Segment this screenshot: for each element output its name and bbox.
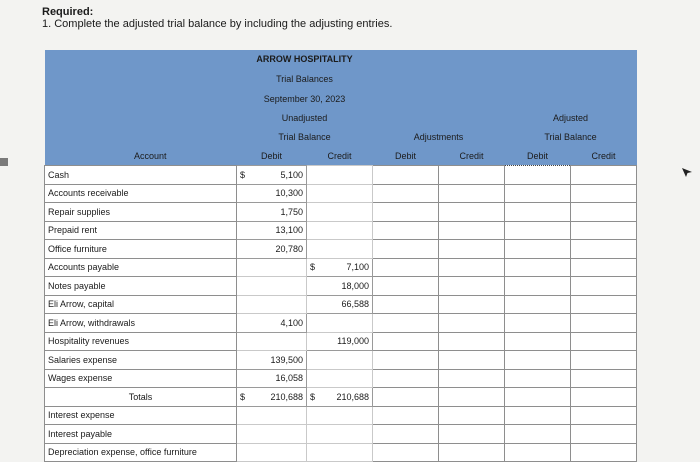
adjusted-credit-input[interactable] xyxy=(571,332,637,351)
adjusted-credit-input[interactable] xyxy=(571,314,637,333)
adjustments-debit-input[interactable] xyxy=(373,332,439,351)
amount-value: 20,780 xyxy=(275,243,303,254)
unadjusted-debit-cell xyxy=(237,314,307,333)
adjusted-credit-input[interactable] xyxy=(571,221,637,240)
adjustments-label: Adjustments xyxy=(413,132,464,142)
unadjusted-debit-cell xyxy=(237,351,307,370)
table-row xyxy=(45,406,637,425)
adjusted-credit-input[interactable] xyxy=(571,184,637,203)
table-row xyxy=(45,166,637,185)
unadjusted-credit-cell xyxy=(307,221,373,240)
adjusted-debit-input[interactable] xyxy=(505,240,571,259)
adjustments-credit-input[interactable] xyxy=(439,166,505,185)
amount-value: 210,688 xyxy=(270,391,303,402)
amount-value: 210,688 xyxy=(336,391,369,402)
unadjusted-credit-cell xyxy=(307,314,373,333)
adjusted-credit-input[interactable] xyxy=(571,240,637,259)
amount-value: 16,058 xyxy=(275,373,303,384)
unadjusted-debit-cell xyxy=(237,240,307,259)
unadjusted-debit-header: Debit xyxy=(260,151,282,161)
amount-value: 7,100 xyxy=(346,262,369,273)
adjustments-debit-input[interactable] xyxy=(373,369,439,388)
adjustments-credit-input[interactable] xyxy=(439,369,505,388)
adjustments-debit-input[interactable] xyxy=(373,184,439,203)
adjustments-credit-input[interactable] xyxy=(439,203,505,222)
amount-value: 1,750 xyxy=(280,206,303,217)
report-date: September 30, 2023 xyxy=(263,93,346,104)
adjusted-debit-input[interactable] xyxy=(505,203,571,222)
table-row xyxy=(45,221,637,240)
unadjusted-credit-cell xyxy=(307,332,373,351)
unadjusted-debit-cell xyxy=(237,295,307,314)
adjusted-debit-input[interactable] xyxy=(505,221,571,240)
amount-value: 66,588 xyxy=(341,299,369,310)
account-name: Depreciation expense, office furniture xyxy=(45,443,237,462)
currency-symbol: $ xyxy=(310,262,316,273)
unadjusted-debit-cell xyxy=(237,406,307,425)
adjustments-credit-input[interactable] xyxy=(439,332,505,351)
unadjusted-debit-cell xyxy=(237,221,307,240)
table-row xyxy=(45,351,637,370)
adjustments-credit-input[interactable] xyxy=(439,184,505,203)
table-row xyxy=(45,332,637,351)
adjusted-credit-input[interactable] xyxy=(571,406,637,425)
totals-label: Totals xyxy=(45,388,237,407)
adjusted-debit-input[interactable] xyxy=(505,443,571,462)
adjusted-debit-input[interactable] xyxy=(505,388,571,407)
unadjusted-debit-cell xyxy=(237,388,307,407)
adjustments-debit-input[interactable] xyxy=(373,166,439,185)
adjustments-debit-input[interactable] xyxy=(373,240,439,259)
adjusted-debit-input[interactable] xyxy=(505,406,571,425)
unadjusted-debit-cell xyxy=(237,425,307,444)
account-name: Interest payable xyxy=(45,425,237,444)
adjustments-credit-input[interactable] xyxy=(439,295,505,314)
adjusted-debit-input[interactable] xyxy=(505,314,571,333)
adjustments-credit-input[interactable] xyxy=(439,351,505,370)
adjusted-debit-input[interactable] xyxy=(505,332,571,351)
account-name: Notes payable xyxy=(45,277,237,296)
unadjusted-debit-cell xyxy=(237,369,307,388)
unadjusted-credit-cell xyxy=(307,369,373,388)
unadjusted-label: Unadjusted xyxy=(281,112,328,123)
amount-value: 5,100 xyxy=(280,169,303,180)
adjusted-debit-header: Debit xyxy=(526,151,548,161)
account-name: Accounts payable xyxy=(45,258,237,277)
adjusted-credit-input[interactable] xyxy=(571,258,637,277)
adjusted-credit-header: Credit xyxy=(591,151,616,161)
account-name: Cash xyxy=(45,166,237,185)
adjusted-debit-input[interactable] xyxy=(505,351,571,370)
unadjusted-credit-header: Credit xyxy=(327,151,352,161)
adjusted-debit-input[interactable] xyxy=(505,295,571,314)
adjustments-debit-input[interactable] xyxy=(373,314,439,333)
adjusted-credit-input[interactable] xyxy=(571,443,637,462)
adjustments-debit-input[interactable] xyxy=(373,443,439,462)
unadjusted-debit-cell xyxy=(237,184,307,203)
account-name: Accounts receivable xyxy=(45,184,237,203)
unadjusted-credit-cell xyxy=(307,443,373,462)
unadjusted-debit-cell xyxy=(237,166,307,185)
unadjusted-debit-cell xyxy=(237,332,307,351)
amount-value: 119,000 xyxy=(337,336,369,347)
amount-value: 4,100 xyxy=(280,317,303,328)
unadjusted-credit-cell xyxy=(307,240,373,259)
adjusted-credit-input[interactable] xyxy=(571,166,637,185)
adjustments-debit-input[interactable] xyxy=(373,388,439,407)
table-row xyxy=(45,295,637,314)
account-name: Repair supplies xyxy=(45,203,237,222)
adjustments-debit-header: Debit xyxy=(394,151,416,161)
required-heading: Required: xyxy=(42,6,94,18)
table-row xyxy=(45,258,637,277)
adjustments-credit-input[interactable] xyxy=(439,221,505,240)
unadjusted-debit-cell xyxy=(237,277,307,296)
adjusted-credit-input[interactable] xyxy=(571,203,637,222)
adjustments-debit-input[interactable] xyxy=(373,406,439,425)
adjusted-tb-label: Trial Balance xyxy=(544,132,597,142)
adjustments-credit-input[interactable] xyxy=(439,388,505,407)
adjustments-credit-input[interactable] xyxy=(439,314,505,333)
table-row xyxy=(45,369,637,388)
unadjusted-credit-cell xyxy=(307,295,373,314)
adjustments-debit-input[interactable] xyxy=(373,277,439,296)
adjustments-debit-input[interactable] xyxy=(373,351,439,370)
unadjusted-credit-cell xyxy=(307,388,373,407)
adjusted-debit-input[interactable] xyxy=(505,258,571,277)
mouse-pointer-icon xyxy=(681,166,693,178)
account-name: Prepaid rent xyxy=(45,221,237,240)
adjusted-credit-input[interactable] xyxy=(571,295,637,314)
adjustments-credit-header: Credit xyxy=(459,151,484,161)
table-row xyxy=(45,425,637,444)
account-name: Eli Arrow, withdrawals xyxy=(45,314,237,333)
adjustments-debit-input[interactable] xyxy=(373,221,439,240)
table-row xyxy=(45,203,637,222)
unadjusted-tb-label: Trial Balance xyxy=(278,132,331,142)
adjusted-credit-input[interactable] xyxy=(571,369,637,388)
table-row xyxy=(45,388,637,407)
unadjusted-credit-cell xyxy=(307,351,373,370)
adjustments-credit-input[interactable] xyxy=(439,406,505,425)
trial-balance-table xyxy=(44,50,637,462)
account-header: Account xyxy=(133,151,167,161)
account-name: Interest expense xyxy=(45,406,237,425)
company-name: ARROW HOSPITALITY xyxy=(256,54,353,65)
currency-symbol: $ xyxy=(310,391,316,402)
unadjusted-credit-cell xyxy=(307,258,373,277)
adjustments-credit-input[interactable] xyxy=(439,425,505,444)
adjustments-debit-input[interactable] xyxy=(373,425,439,444)
unadjusted-credit-cell xyxy=(307,203,373,222)
adjustments-credit-input[interactable] xyxy=(439,277,505,296)
adjusted-credit-input[interactable] xyxy=(571,388,637,407)
account-name: Eli Arrow, capital xyxy=(45,295,237,314)
unadjusted-debit-cell xyxy=(237,443,307,462)
adjusted-credit-input[interactable] xyxy=(571,425,637,444)
adjusted-debit-input[interactable] xyxy=(505,369,571,388)
adjustments-credit-input[interactable] xyxy=(439,240,505,259)
table-row xyxy=(45,443,637,462)
account-name: Salaries expense xyxy=(45,351,237,370)
adjustments-credit-input[interactable] xyxy=(439,443,505,462)
currency-symbol: $ xyxy=(240,169,246,180)
adjusted-debit-input[interactable] xyxy=(505,166,571,185)
account-name: Hospitality revenues xyxy=(45,332,237,351)
report-title: Trial Balances xyxy=(276,73,333,84)
amount-value: 13,100 xyxy=(275,225,303,236)
adjusted-credit-input[interactable] xyxy=(571,351,637,370)
adjusted-debit-input[interactable] xyxy=(505,184,571,203)
unadjusted-debit-cell xyxy=(237,258,307,277)
adjusted-label: Adjusted xyxy=(552,112,589,123)
side-marker xyxy=(0,158,8,166)
amount-value: 139,500 xyxy=(270,354,303,365)
adjustments-credit-input[interactable] xyxy=(439,258,505,277)
table-row xyxy=(45,184,637,203)
table-row xyxy=(45,314,637,333)
adjusted-credit-input[interactable] xyxy=(571,277,637,296)
unadjusted-credit-cell xyxy=(307,277,373,296)
unadjusted-credit-cell xyxy=(307,406,373,425)
adjusted-debit-input[interactable] xyxy=(505,425,571,444)
unadjusted-credit-cell xyxy=(307,166,373,185)
account-name: Wages expense xyxy=(45,369,237,388)
unadjusted-credit-cell xyxy=(307,425,373,444)
table-row xyxy=(45,277,637,296)
adjusted-debit-input[interactable] xyxy=(505,277,571,296)
unadjusted-debit-cell xyxy=(237,203,307,222)
currency-symbol: $ xyxy=(240,391,246,402)
unadjusted-credit-cell xyxy=(307,184,373,203)
adjustments-debit-input[interactable] xyxy=(373,203,439,222)
amount-value: 10,300 xyxy=(275,188,303,199)
adjustments-debit-input[interactable] xyxy=(373,295,439,314)
table-row xyxy=(45,240,637,259)
account-name: Office furniture xyxy=(45,240,237,259)
amount-value: 18,000 xyxy=(341,280,369,291)
adjustments-debit-input[interactable] xyxy=(373,258,439,277)
instruction-text: 1. Complete the adjusted trial balance by including the adjusting entries. xyxy=(42,18,393,30)
